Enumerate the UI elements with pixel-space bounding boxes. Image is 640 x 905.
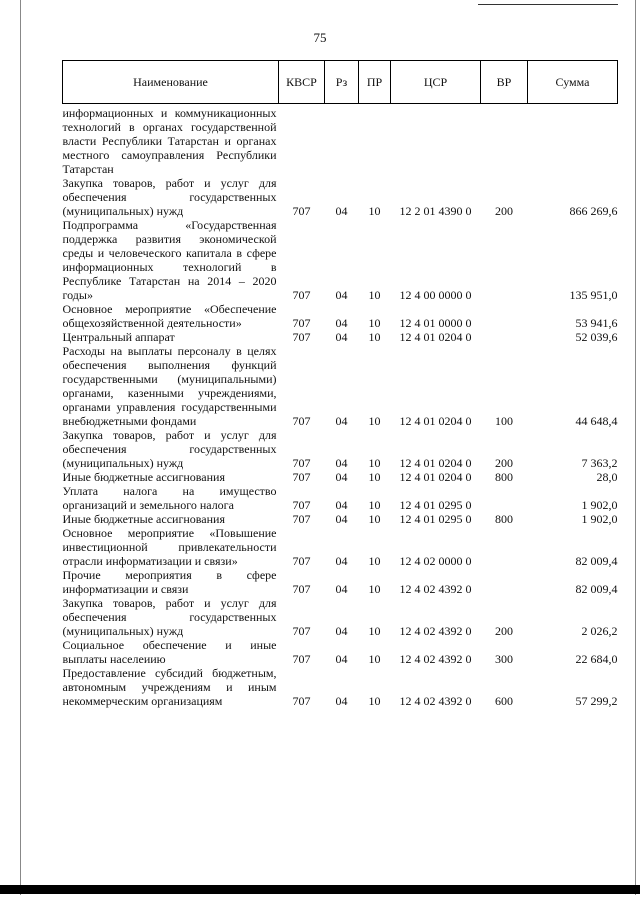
row-rz: 04 [335, 554, 348, 568]
row-rz: 04 [335, 694, 348, 708]
row-pr: 10 [368, 330, 381, 344]
header-rz: Рз [325, 61, 359, 104]
row-csr: 12 4 01 0295 0 [399, 498, 472, 512]
row-vr [481, 104, 528, 177]
table-row [63, 568, 618, 596]
row-name: информационных и коммуникационных технологий в органах государственной власти Республики Татарстан и органах местного самоуправления Республики Татарстан [62, 106, 277, 176]
row-vr [481, 484, 528, 512]
row-rz: 04 [335, 204, 348, 218]
table-row [63, 484, 618, 512]
row-csr: 12 4 02 4392 0 [399, 624, 472, 638]
budget-table [62, 60, 618, 708]
row-sum: 53 941,6 [575, 316, 618, 330]
row-kvsr: 707 [292, 204, 311, 218]
row-name: Уплата налога на имущество организаций и земельного налога [62, 484, 277, 512]
row-kvsr: 707 [292, 582, 311, 596]
table-row [63, 302, 618, 330]
row-csr: 12 4 02 0000 0 [399, 554, 472, 568]
row-pr: 10 [368, 498, 381, 512]
row-sum: 135 951,0 [569, 288, 618, 302]
row-csr: 12 4 01 0000 0 [399, 316, 472, 330]
row-vr: 300 [495, 652, 513, 666]
row-sum: 1 902,0 [581, 512, 618, 526]
scan-left-edge [20, 0, 21, 895]
row-vr [481, 330, 528, 344]
scan-bottom-bar [0, 885, 640, 894]
row-pr: 10 [368, 414, 381, 428]
row-sum: 22 684,0 [575, 652, 618, 666]
row-pr: 10 [368, 316, 381, 330]
row-pr: 10 [368, 624, 381, 638]
header-pr: ПР [359, 61, 391, 104]
header-sum: Сумма [528, 61, 618, 104]
row-vr [481, 302, 528, 330]
row-name: Расходы на выплаты персоналу в целях обеспечения выполнения функций государственными (муниципальными) органами, казенными учреждениями, органами управления государственными внебюджетными фондами [62, 344, 277, 428]
row-vr: 800 [495, 512, 513, 526]
row-vr [481, 526, 528, 568]
row-name: Центральный аппарат [62, 330, 175, 344]
row-sum: 2 026,2 [581, 624, 618, 638]
row-rz: 04 [335, 582, 348, 596]
row-name: Основное мероприятие «Обеспечение общехозяйственной деятельности» [62, 302, 277, 330]
header-vr: ВР [481, 61, 528, 104]
row-pr: 10 [368, 652, 381, 666]
row-sum: 28,0 [596, 470, 618, 484]
row-sum: 82 009,4 [575, 554, 618, 568]
row-kvsr: 707 [292, 456, 311, 470]
row-csr: 12 4 01 0204 0 [399, 470, 472, 484]
row-rz: 04 [335, 330, 348, 344]
row-csr: 12 4 01 0204 0 [399, 456, 472, 470]
row-vr: 200 [495, 204, 513, 218]
row-kvsr: 707 [292, 316, 311, 330]
row-name: Основное мероприятие «Повышение инвестиционной привлекательности отрасли информатизации и связи» [62, 526, 277, 568]
table-row [63, 344, 618, 428]
header-kvsr: КВСР [279, 61, 325, 104]
row-kvsr: 707 [292, 652, 311, 666]
row-sum [528, 104, 618, 177]
row-vr: 800 [495, 470, 513, 484]
row-rz: 04 [335, 414, 348, 428]
row-pr: 10 [368, 288, 381, 302]
row-name: Подпрограмма «Государственная поддержка развития экономической среды и человеческого капитала в сфере информационных технологий в Республике Татарстан на 2014 – 2020 годы» [62, 218, 277, 302]
table-row [63, 428, 618, 470]
row-vr [481, 218, 528, 302]
row-kvsr: 707 [292, 414, 311, 428]
row-name: Предоставление субсидий бюджетным, автономным учреждениям и иным некоммерческим организациям [62, 666, 277, 708]
row-pr: 10 [368, 694, 381, 708]
row-rz: 04 [335, 470, 348, 484]
row-kvsr [279, 104, 325, 177]
table-row [63, 666, 618, 708]
row-name: Закупка товаров, работ и услуг для обеспечения государственных (муниципальных) нужд [62, 176, 277, 218]
row-kvsr: 707 [292, 288, 311, 302]
row-sum: 52 039,6 [575, 330, 618, 344]
top-rule [478, 4, 618, 5]
row-pr: 10 [368, 554, 381, 568]
table-row [63, 104, 618, 177]
table-row [63, 330, 618, 344]
row-vr: 200 [495, 456, 513, 470]
header-name: Наименование [63, 61, 279, 104]
row-rz: 04 [335, 316, 348, 330]
row-csr [391, 104, 481, 177]
row-sum: 82 009,4 [575, 582, 618, 596]
table-row [63, 526, 618, 568]
row-rz: 04 [335, 498, 348, 512]
row-kvsr: 707 [292, 470, 311, 484]
row-name: Закупка товаров, работ и услуг для обеспечения государственных (муниципальных) нужд [62, 428, 277, 470]
row-rz [325, 104, 359, 177]
row-vr [481, 568, 528, 596]
row-sum: 7 363,2 [581, 456, 618, 470]
page-number: 75 [313, 30, 327, 45]
row-pr: 10 [368, 512, 381, 526]
row-rz: 04 [335, 288, 348, 302]
row-rz: 04 [335, 652, 348, 666]
table-row [63, 218, 618, 302]
row-kvsr: 707 [292, 694, 311, 708]
row-csr: 12 4 01 0295 0 [399, 512, 472, 526]
scan-right-edge [635, 0, 636, 895]
row-sum: 57 299,2 [575, 694, 618, 708]
table-row [63, 176, 618, 218]
row-pr: 10 [368, 582, 381, 596]
table-row [63, 638, 618, 666]
row-name: Социальное обеспечение и иные выплаты населеиию [62, 638, 277, 666]
row-kvsr: 707 [292, 330, 311, 344]
row-name: Иные бюджетные ассигнования [62, 512, 225, 526]
table-body [63, 104, 618, 709]
row-csr: 12 4 00 0000 0 [399, 288, 472, 302]
row-csr: 12 4 02 4392 0 [399, 582, 472, 596]
table-header-row [63, 61, 618, 104]
row-kvsr: 707 [292, 512, 311, 526]
row-rz: 04 [335, 456, 348, 470]
row-kvsr: 707 [292, 554, 311, 568]
row-csr: 12 4 02 4392 0 [399, 694, 472, 708]
table-row [63, 596, 618, 638]
row-vr: 600 [495, 694, 513, 708]
row-name: Иные бюджетные ассигнования [62, 470, 225, 484]
row-pr: 10 [368, 470, 381, 484]
row-csr: 12 4 01 0204 0 [399, 414, 472, 428]
row-csr: 12 4 02 4392 0 [399, 652, 472, 666]
row-pr: 10 [368, 204, 381, 218]
header-csr: ЦСР [391, 61, 481, 104]
row-vr: 100 [495, 414, 513, 428]
row-name: Прочие мероприятия в сфере информатизации и связи [62, 568, 277, 596]
table-row [63, 512, 618, 526]
row-rz: 04 [335, 624, 348, 638]
row-sum: 1 902,0 [581, 498, 618, 512]
row-pr [359, 104, 391, 177]
row-sum: 44 648,4 [575, 414, 618, 428]
table-row [63, 470, 618, 484]
row-kvsr: 707 [292, 624, 311, 638]
row-name: Закупка товаров, работ и услуг для обеспечения государственных (муниципальных) нужд [62, 596, 277, 638]
row-vr: 200 [495, 624, 513, 638]
row-csr: 12 2 01 4390 0 [399, 204, 472, 218]
row-rz: 04 [335, 512, 348, 526]
row-kvsr: 707 [292, 498, 311, 512]
row-csr: 12 4 01 0204 0 [399, 330, 472, 344]
row-sum: 866 269,6 [569, 204, 618, 218]
row-pr: 10 [368, 456, 381, 470]
